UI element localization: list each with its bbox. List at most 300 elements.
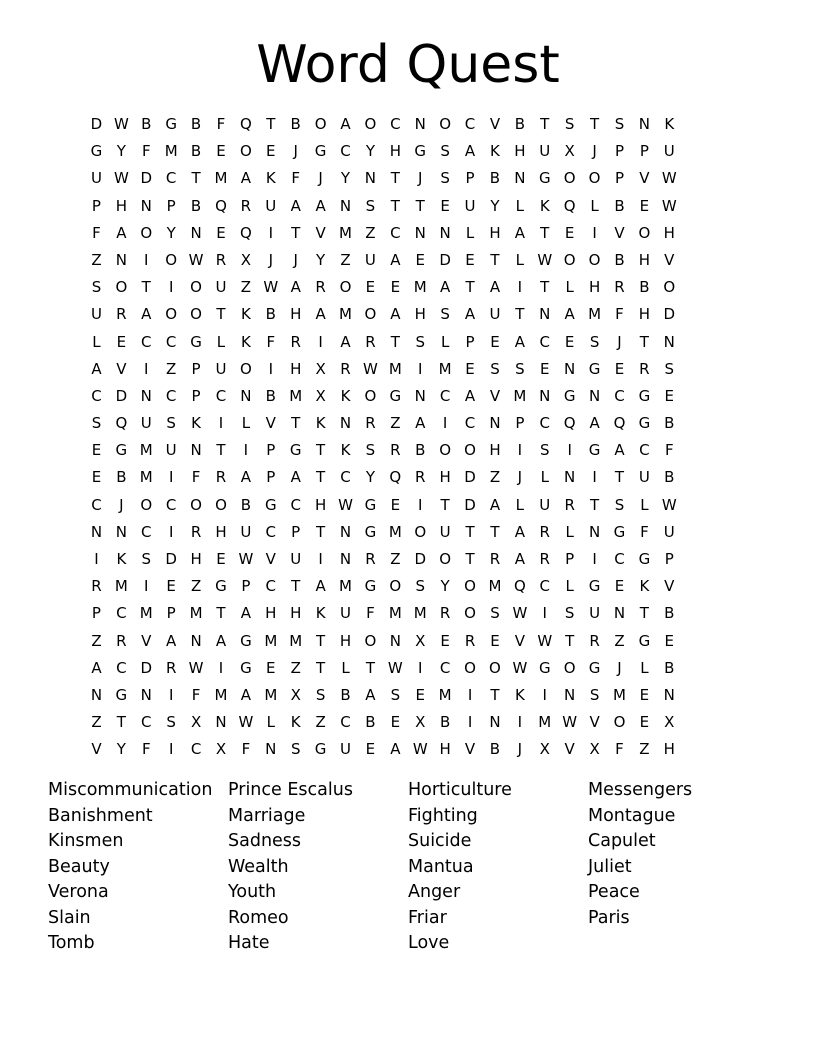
grid-letter[interactable]: S xyxy=(91,414,102,433)
grid-letter[interactable]: R xyxy=(539,550,550,568)
grid-letter[interactable]: I xyxy=(592,223,597,242)
grid-letter[interactable]: M xyxy=(264,685,278,704)
grid-letter[interactable]: U xyxy=(539,142,551,161)
grid-letter[interactable]: Z xyxy=(91,250,102,269)
grid-letter[interactable]: I xyxy=(168,740,174,759)
grid-letter[interactable]: T xyxy=(540,115,550,133)
grid-letter[interactable]: A xyxy=(514,223,525,242)
grid-letter[interactable]: Z xyxy=(315,713,326,732)
grid-letter[interactable]: X xyxy=(290,685,301,704)
grid-letter[interactable]: O xyxy=(239,142,252,161)
grid-letter[interactable]: C xyxy=(265,522,277,541)
grid-letter[interactable]: B xyxy=(415,441,426,460)
grid-letter[interactable]: F xyxy=(141,740,151,759)
grid-letter[interactable]: E xyxy=(440,631,450,650)
grid-letter[interactable]: N xyxy=(564,359,576,378)
grid-letter[interactable]: B xyxy=(489,169,501,188)
grid-letter[interactable]: F xyxy=(216,115,226,133)
grid-letter[interactable]: M xyxy=(339,305,352,324)
grid-letter[interactable]: S xyxy=(365,196,376,215)
grid-letter[interactable]: A xyxy=(290,468,301,487)
grid-letter[interactable]: X xyxy=(240,250,252,269)
grid-letter[interactable]: W xyxy=(412,740,428,759)
grid-letter[interactable]: G xyxy=(588,359,601,378)
grid-letter[interactable]: G xyxy=(165,115,177,133)
grid-letter[interactable]: D xyxy=(140,658,153,677)
grid-letter[interactable]: Y xyxy=(166,223,176,242)
grid-letter[interactable]: G xyxy=(563,386,576,405)
grid-letter[interactable]: W xyxy=(238,550,254,568)
grid-letter[interactable]: B xyxy=(514,115,525,133)
grid-letter[interactable]: T xyxy=(216,604,226,623)
grid-letter[interactable]: M xyxy=(388,604,402,623)
grid-letter[interactable]: T xyxy=(316,631,326,650)
grid-letter[interactable]: I xyxy=(168,468,174,487)
grid-letter[interactable]: E xyxy=(664,386,675,405)
grid-letter[interactable]: I xyxy=(218,658,224,677)
grid-letter[interactable]: H xyxy=(638,250,651,269)
grid-letter[interactable]: F xyxy=(191,468,201,487)
grid-letter[interactable]: S xyxy=(390,685,401,704)
grid-letter[interactable]: G xyxy=(364,577,377,596)
grid-letter[interactable]: S xyxy=(564,604,575,623)
grid-letter[interactable]: W xyxy=(113,169,129,188)
grid-letter[interactable]: S xyxy=(166,713,176,732)
grid-letter[interactable]: E xyxy=(415,685,425,704)
grid-letter[interactable]: K xyxy=(315,414,326,433)
grid-letter[interactable]: J xyxy=(293,250,298,269)
grid-letter[interactable]: N xyxy=(339,414,352,433)
grid-letter[interactable]: P xyxy=(565,550,575,568)
grid-letter[interactable]: B xyxy=(439,713,451,732)
grid-letter[interactable]: M xyxy=(339,577,352,596)
grid-letter[interactable]: D xyxy=(90,115,103,133)
grid-letter[interactable]: G xyxy=(538,658,551,677)
grid-letter[interactable]: U xyxy=(663,522,675,541)
grid-letter[interactable]: C xyxy=(91,495,102,514)
grid-letter[interactable]: N xyxy=(190,441,202,460)
grid-letter[interactable]: A xyxy=(440,278,451,297)
grid-letter[interactable]: M xyxy=(538,713,552,732)
grid-letter[interactable]: N xyxy=(414,115,426,133)
grid-letter[interactable]: H xyxy=(439,468,451,487)
grid-letter[interactable]: E xyxy=(540,359,550,378)
grid-letter[interactable]: T xyxy=(390,332,400,351)
grid-letter[interactable]: R xyxy=(290,332,301,351)
grid-letter[interactable]: N xyxy=(115,250,127,269)
grid-letter[interactable]: N xyxy=(339,550,352,568)
grid-letter[interactable]: B xyxy=(664,414,675,433)
grid-letter[interactable]: E xyxy=(440,196,450,215)
grid-letter[interactable]: B xyxy=(190,115,202,133)
grid-letter[interactable]: O xyxy=(314,115,327,133)
grid-letter[interactable]: S xyxy=(91,278,102,297)
grid-letter[interactable]: G xyxy=(314,740,327,759)
grid-letter[interactable]: M xyxy=(588,305,602,324)
grid-letter[interactable]: B xyxy=(489,740,501,759)
grid-letter[interactable]: N xyxy=(489,713,501,732)
grid-letter[interactable]: E xyxy=(216,550,226,568)
grid-letter[interactable]: R xyxy=(215,250,227,269)
grid-letter[interactable]: Q xyxy=(215,196,227,215)
grid-letter[interactable]: S xyxy=(614,115,625,133)
grid-letter[interactable]: G xyxy=(638,550,651,568)
grid-letter[interactable]: V xyxy=(489,386,501,405)
grid-letter[interactable]: P xyxy=(465,169,475,188)
grid-letter[interactable]: G xyxy=(314,142,327,161)
grid-letter[interactable]: R xyxy=(116,631,127,650)
grid-letter[interactable]: I xyxy=(218,414,224,433)
grid-letter[interactable]: H xyxy=(215,522,227,541)
grid-letter[interactable]: T xyxy=(540,278,550,297)
grid-letter[interactable]: C xyxy=(614,550,625,568)
grid-letter[interactable]: C xyxy=(190,740,202,759)
grid-letter[interactable]: C xyxy=(464,115,476,133)
grid-letter[interactable]: E xyxy=(365,740,376,759)
grid-letter[interactable]: X xyxy=(415,713,426,732)
grid-letter[interactable]: M xyxy=(114,577,128,596)
grid-letter[interactable]: E xyxy=(266,658,276,677)
grid-letter[interactable]: T xyxy=(216,305,226,324)
grid-letter[interactable]: G xyxy=(289,441,302,460)
grid-letter[interactable]: C xyxy=(390,223,401,242)
grid-letter[interactable]: M xyxy=(139,604,153,623)
grid-letter[interactable]: G xyxy=(588,577,601,596)
grid-letter[interactable]: O xyxy=(239,359,252,378)
grid-letter[interactable]: M xyxy=(488,577,502,596)
grid-letter[interactable]: E xyxy=(266,142,276,161)
grid-letter[interactable]: N xyxy=(240,386,252,405)
grid-letter[interactable]: R xyxy=(415,468,426,487)
grid-letter[interactable]: Y xyxy=(316,250,326,269)
grid-letter[interactable]: C xyxy=(614,386,625,405)
grid-letter[interactable]: N xyxy=(414,386,426,405)
grid-letter[interactable]: T xyxy=(191,169,201,188)
grid-letter[interactable]: I xyxy=(268,223,274,242)
grid-letter[interactable]: C xyxy=(539,414,550,433)
grid-letter[interactable]: L xyxy=(515,196,525,215)
grid-letter[interactable]: T xyxy=(316,522,326,541)
grid-letter[interactable]: P xyxy=(266,468,276,487)
grid-letter[interactable]: E xyxy=(390,495,401,514)
grid-letter[interactable]: L xyxy=(565,278,574,297)
grid-letter[interactable]: K xyxy=(340,441,351,460)
grid-letter[interactable]: A xyxy=(365,685,376,704)
grid-letter[interactable]: U xyxy=(364,250,376,269)
grid-letter[interactable]: I xyxy=(467,713,473,732)
grid-letter[interactable]: E xyxy=(465,250,475,269)
grid-letter[interactable]: D xyxy=(464,468,476,487)
grid-letter[interactable]: I xyxy=(418,658,423,677)
grid-letter[interactable]: N xyxy=(539,305,551,324)
grid-letter[interactable]: X xyxy=(539,740,550,759)
grid-letter[interactable]: U xyxy=(90,305,102,324)
grid-letter[interactable]: Z xyxy=(91,631,102,650)
grid-letter[interactable]: I xyxy=(243,441,249,460)
grid-letter[interactable]: J xyxy=(617,332,622,351)
grid-letter[interactable]: L xyxy=(515,250,525,269)
grid-letter[interactable]: P xyxy=(465,332,475,351)
grid-letter[interactable]: R xyxy=(489,550,501,568)
grid-letter[interactable]: G xyxy=(264,495,277,514)
grid-letter[interactable]: C xyxy=(439,386,451,405)
grid-letter[interactable]: J xyxy=(517,468,523,487)
grid-letter[interactable]: P xyxy=(91,196,101,215)
grid-letter[interactable]: J xyxy=(293,142,298,161)
grid-letter[interactable]: N xyxy=(115,522,127,541)
grid-letter[interactable]: E xyxy=(490,332,500,351)
grid-letter[interactable]: A xyxy=(464,305,476,324)
grid-letter[interactable]: E xyxy=(216,223,226,242)
grid-letter[interactable]: A xyxy=(290,196,301,215)
grid-letter[interactable]: H xyxy=(314,495,327,514)
grid-letter[interactable]: F xyxy=(141,142,151,161)
grid-letter[interactable]: U xyxy=(215,278,227,297)
grid-letter[interactable]: K xyxy=(116,550,127,568)
grid-letter[interactable]: P xyxy=(614,169,624,188)
grid-letter[interactable]: U xyxy=(589,604,601,623)
grid-letter[interactable]: V xyxy=(564,740,575,759)
grid-letter[interactable]: T xyxy=(291,223,301,242)
grid-letter[interactable]: A xyxy=(315,196,326,215)
grid-letter[interactable]: T xyxy=(589,115,600,133)
grid-letter[interactable]: W xyxy=(263,278,279,297)
grid-letter[interactable]: N xyxy=(140,386,152,405)
grid-letter[interactable]: O xyxy=(563,658,576,677)
grid-letter[interactable]: D xyxy=(439,250,451,269)
grid-letter[interactable]: K xyxy=(191,414,201,433)
grid-letter[interactable]: S xyxy=(365,441,376,460)
grid-letter[interactable]: O xyxy=(613,713,626,732)
grid-letter[interactable]: A xyxy=(166,631,177,650)
grid-letter[interactable]: R xyxy=(614,278,625,297)
grid-letter[interactable]: Y xyxy=(440,577,450,596)
grid-letter[interactable]: C xyxy=(141,713,152,732)
grid-letter[interactable]: W xyxy=(238,713,254,732)
grid-letter[interactable]: M xyxy=(413,278,427,297)
grid-letter[interactable]: H xyxy=(663,223,675,242)
grid-letter[interactable]: V xyxy=(315,223,326,242)
grid-letter[interactable]: T xyxy=(316,441,326,460)
grid-letter[interactable]: T xyxy=(291,577,301,596)
grid-letter[interactable]: A xyxy=(614,441,625,460)
grid-letter[interactable]: W xyxy=(338,495,353,514)
grid-letter[interactable]: W xyxy=(363,359,378,378)
grid-letter[interactable]: T xyxy=(440,495,450,514)
grid-letter[interactable]: P xyxy=(166,604,176,623)
grid-letter[interactable]: Q xyxy=(239,223,252,242)
grid-letter[interactable]: L xyxy=(640,658,649,677)
grid-letter[interactable]: B xyxy=(340,685,351,704)
grid-letter[interactable]: U xyxy=(90,169,102,188)
grid-letter[interactable]: A xyxy=(340,115,351,133)
grid-letter[interactable]: F xyxy=(615,740,624,759)
grid-letter[interactable]: Y xyxy=(490,196,500,215)
grid-letter[interactable]: K xyxy=(539,196,550,215)
grid-letter[interactable]: R xyxy=(215,468,227,487)
grid-letter[interactable]: U xyxy=(539,495,551,514)
grid-letter[interactable]: V xyxy=(116,359,127,378)
grid-letter[interactable]: T xyxy=(465,278,475,297)
grid-letter[interactable]: Q xyxy=(513,577,526,596)
grid-letter[interactable]: G xyxy=(115,441,128,460)
grid-letter[interactable]: D xyxy=(115,386,128,405)
grid-letter[interactable]: I xyxy=(592,550,597,568)
grid-letter[interactable]: U xyxy=(340,740,351,759)
grid-letter[interactable]: N xyxy=(140,196,152,215)
grid-letter[interactable]: S xyxy=(290,740,301,759)
grid-letter[interactable]: E xyxy=(564,223,575,242)
grid-letter[interactable]: V xyxy=(141,631,152,650)
grid-letter[interactable]: R xyxy=(365,332,376,351)
grid-letter[interactable]: L xyxy=(266,713,275,732)
grid-letter[interactable]: B xyxy=(141,115,152,133)
grid-letter[interactable]: C xyxy=(215,386,227,405)
grid-letter[interactable]: C xyxy=(539,332,550,351)
grid-letter[interactable]: G xyxy=(240,658,252,677)
grid-letter[interactable]: C xyxy=(91,386,102,405)
grid-letter[interactable]: O xyxy=(389,577,402,596)
grid-letter[interactable]: U xyxy=(464,196,476,215)
grid-letter[interactable]: R xyxy=(190,522,202,541)
grid-letter[interactable]: A xyxy=(489,495,501,514)
grid-letter[interactable]: O xyxy=(563,250,576,269)
grid-letter[interactable]: H xyxy=(290,359,302,378)
grid-letter[interactable]: O xyxy=(190,495,202,514)
grid-letter[interactable]: V xyxy=(91,740,102,759)
grid-letter[interactable]: A xyxy=(240,169,252,188)
grid-letter[interactable]: O xyxy=(364,386,377,405)
grid-letter[interactable]: A xyxy=(240,604,252,623)
grid-letter[interactable]: B xyxy=(116,468,127,487)
grid-letter[interactable]: Y xyxy=(365,468,375,487)
grid-letter[interactable]: B xyxy=(664,604,675,623)
grid-letter[interactable]: N xyxy=(588,522,601,541)
grid-letter[interactable]: M xyxy=(214,169,228,188)
grid-letter[interactable]: O xyxy=(140,223,153,242)
grid-letter[interactable]: U xyxy=(439,522,451,541)
grid-letter[interactable]: S xyxy=(440,169,450,188)
grid-letter[interactable]: Q xyxy=(563,414,576,433)
grid-letter[interactable]: N xyxy=(489,414,501,433)
grid-letter[interactable]: K xyxy=(490,142,500,161)
grid-letter[interactable]: C xyxy=(639,441,650,460)
grid-letter[interactable]: Z xyxy=(91,713,102,732)
grid-letter[interactable]: F xyxy=(266,332,276,351)
grid-letter[interactable]: U xyxy=(215,359,227,378)
grid-letter[interactable]: N xyxy=(613,604,626,623)
grid-letter[interactable]: F xyxy=(615,305,624,324)
grid-letter[interactable]: H xyxy=(588,278,601,297)
grid-letter[interactable]: Z xyxy=(340,250,351,269)
grid-letter[interactable]: O xyxy=(464,577,476,596)
grid-letter[interactable]: Q xyxy=(115,414,128,433)
grid-letter[interactable]: C xyxy=(165,495,177,514)
grid-letter[interactable]: X xyxy=(315,386,326,405)
grid-letter[interactable]: N xyxy=(564,468,576,487)
grid-letter[interactable]: E xyxy=(415,250,425,269)
grid-letter[interactable]: U xyxy=(140,414,152,433)
grid-letter[interactable]: O xyxy=(190,278,202,297)
grid-letter[interactable]: B xyxy=(265,305,276,324)
grid-letter[interactable]: N xyxy=(215,713,227,732)
grid-letter[interactable]: N xyxy=(439,223,451,242)
grid-letter[interactable]: K xyxy=(514,685,525,704)
grid-letter[interactable]: M xyxy=(164,142,178,161)
grid-letter[interactable]: S xyxy=(564,115,575,133)
grid-letter[interactable]: S xyxy=(415,332,425,351)
grid-letter[interactable]: P xyxy=(191,386,201,405)
grid-letter[interactable]: N xyxy=(190,631,202,650)
grid-letter[interactable]: C xyxy=(165,386,177,405)
grid-letter[interactable]: C xyxy=(165,169,177,188)
grid-letter[interactable]: G xyxy=(613,522,626,541)
grid-letter[interactable]: A xyxy=(91,658,102,677)
grid-letter[interactable]: S xyxy=(415,577,425,596)
grid-letter[interactable]: L xyxy=(465,223,475,242)
grid-letter[interactable]: G xyxy=(240,631,252,650)
grid-letter[interactable]: W xyxy=(661,169,677,188)
grid-letter[interactable]: B xyxy=(614,250,625,269)
grid-letter[interactable]: Z xyxy=(639,740,650,759)
grid-letter[interactable]: I xyxy=(542,685,547,704)
grid-letter[interactable]: T xyxy=(515,305,525,324)
grid-letter[interactable]: E xyxy=(639,713,650,732)
grid-letter[interactable]: J xyxy=(318,169,323,188)
grid-letter[interactable]: V xyxy=(514,631,525,650)
grid-letter[interactable]: G xyxy=(190,332,202,351)
grid-letter[interactable]: A xyxy=(215,631,227,650)
grid-letter[interactable]: E xyxy=(639,685,650,704)
grid-letter[interactable]: J xyxy=(592,142,597,161)
grid-letter[interactable]: N xyxy=(514,169,526,188)
grid-letter[interactable]: Z xyxy=(166,359,177,378)
grid-letter[interactable]: O xyxy=(638,223,651,242)
grid-letter[interactable]: P xyxy=(91,604,101,623)
grid-letter[interactable]: W xyxy=(537,631,553,650)
grid-letter[interactable]: L xyxy=(565,577,574,596)
grid-letter[interactable]: A xyxy=(390,740,401,759)
grid-letter[interactable]: P xyxy=(291,522,301,541)
grid-letter[interactable]: T xyxy=(316,468,326,487)
grid-letter[interactable]: U xyxy=(240,522,252,541)
grid-letter[interactable]: A xyxy=(514,550,525,568)
grid-letter[interactable]: X xyxy=(315,359,326,378)
grid-letter[interactable]: J xyxy=(517,740,523,759)
grid-letter[interactable]: Y xyxy=(116,142,126,161)
grid-letter[interactable]: O xyxy=(588,250,601,269)
grid-letter[interactable]: A xyxy=(489,278,501,297)
grid-letter[interactable]: O xyxy=(464,441,476,460)
grid-letter[interactable]: O xyxy=(115,278,128,297)
grid-letter[interactable]: B xyxy=(365,713,376,732)
grid-letter[interactable]: F xyxy=(191,685,201,704)
grid-letter[interactable]: D xyxy=(464,495,476,514)
grid-letter[interactable]: I xyxy=(94,550,99,568)
grid-letter[interactable]: I xyxy=(168,522,174,541)
grid-letter[interactable]: H xyxy=(290,604,302,623)
grid-letter[interactable]: Y xyxy=(116,740,126,759)
grid-letter[interactable]: A xyxy=(340,332,351,351)
grid-letter[interactable]: N xyxy=(564,685,576,704)
grid-letter[interactable]: P xyxy=(166,196,176,215)
grid-letter[interactable]: M xyxy=(139,468,153,487)
grid-letter[interactable]: M xyxy=(438,685,452,704)
grid-letter[interactable]: N xyxy=(588,386,601,405)
grid-letter[interactable]: H xyxy=(414,305,426,324)
grid-letter[interactable]: R xyxy=(340,359,351,378)
grid-letter[interactable]: H xyxy=(663,740,675,759)
